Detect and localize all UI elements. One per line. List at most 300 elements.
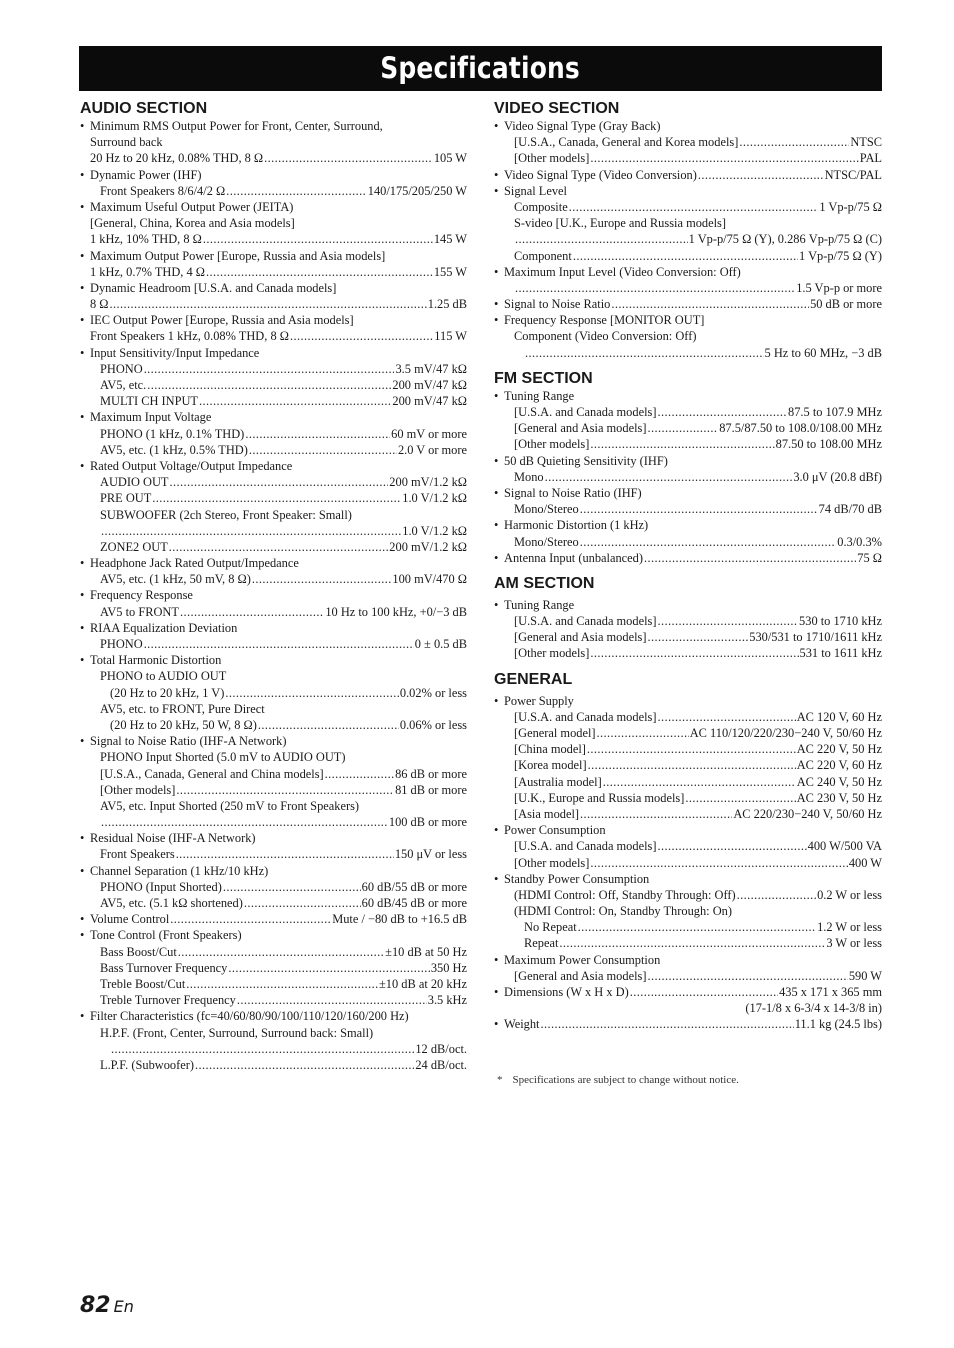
spec-label: [General model] <box>514 726 596 740</box>
spec-row <box>80 328 467 344</box>
spec-label: • Dimensions (W x H x D) <box>504 984 629 1000</box>
leader-dots <box>559 935 825 951</box>
spec-value: 81 dB or more <box>395 782 467 797</box>
spec-item-label: • Dynamic Power (IHF) <box>90 167 202 183</box>
spec-label: PRE OUT <box>100 491 152 506</box>
spec-label: • Signal to Noise Ratio <box>504 296 610 312</box>
leader-dots <box>580 501 818 517</box>
spec-label: [General and Asia models] <box>514 421 647 436</box>
spec-label: AV5, etc. <box>100 378 147 392</box>
leader-dots <box>195 1057 414 1073</box>
spec-row <box>494 968 882 984</box>
spec-label: [Other models] <box>100 782 176 797</box>
spec-value: 12 dB/oct. <box>415 1041 467 1056</box>
section-heading: AUDIO SECTION <box>80 100 208 117</box>
spec-item-label: • Tone Control (Front Speakers) <box>90 927 242 943</box>
spec-value-continuation <box>494 1000 882 1016</box>
spec-subtext <box>80 668 467 684</box>
footnote-mark: * <box>497 1074 503 1086</box>
spec-label: [U.K., Europe and Russia models] <box>514 790 685 805</box>
leader-dots <box>657 613 798 629</box>
spec-item-heading <box>494 388 882 404</box>
spec-subtext-label: SUBWOOFER (2ch Stereo, Front Speaker: Small) <box>100 507 352 522</box>
spec-label: [Other models] <box>514 437 590 452</box>
leader-dots <box>657 838 806 854</box>
spec-row <box>80 992 467 1008</box>
spec-value: 5 Hz to 60 MHz, −3 dB <box>764 345 882 360</box>
leader-dots <box>515 231 688 247</box>
spec-label: [Korea model] <box>514 758 587 773</box>
spec-row <box>494 790 882 806</box>
spec-label: [U.S.A. and Canada models] <box>514 405 657 419</box>
spec-subtext <box>80 215 467 231</box>
spec-label: [Asia model] <box>514 806 580 821</box>
spec-row <box>494 1016 882 1032</box>
spec-label: MULTI CH INPUT <box>100 394 198 409</box>
leader-dots <box>580 534 837 550</box>
spec-value: AC 220 V, 50 Hz <box>796 742 882 757</box>
spec-row <box>80 782 467 798</box>
spec-label: Front Speakers <box>100 847 175 862</box>
spec-value: 400 W <box>848 855 882 870</box>
spec-row <box>80 490 467 506</box>
spec-item-label: • Maximum Power Consumption <box>504 952 660 968</box>
spec-value: AC 110/120/220/230−240 V, 50/60 Hz <box>689 726 882 740</box>
leader-dots <box>245 426 390 442</box>
spec-row <box>494 887 882 903</box>
spec-item-label: • Headphone Jack Rated Output/Impedance <box>90 555 299 571</box>
spec-row <box>80 960 467 976</box>
leader-dots <box>199 393 391 409</box>
spec-item-heading <box>494 871 882 887</box>
spec-item-heading <box>80 1008 467 1024</box>
leader-dots <box>170 911 331 927</box>
leader-dots <box>225 685 399 701</box>
spec-item-heading <box>80 652 467 668</box>
spec-item-label: • IEC Output Power [Europe, Russia and Asia models] <box>90 312 354 328</box>
spec-row <box>80 183 467 199</box>
spec-row <box>80 426 467 442</box>
spec-value: 0.02% or less <box>399 685 467 700</box>
spec-item-label: • Standby Power Consumption <box>504 871 649 887</box>
leader-dots <box>186 976 378 992</box>
spec-item-label: • 50 dB Quieting Sensitivity (IHF) <box>504 453 668 469</box>
leader-dots <box>545 469 793 485</box>
spec-value: 150 μV or less <box>394 847 467 862</box>
spec-item-label: • Total Harmonic Distortion <box>90 652 221 668</box>
leader-dots <box>578 919 816 935</box>
spec-value: 87.5 to 107.9 MHz <box>788 405 882 419</box>
spec-value: 200 mV/1.2 kΩ <box>389 539 467 554</box>
spec-label: Front Speakers 1 kHz, 0.08% THD, 8 Ω <box>90 329 289 344</box>
spec-label: Component <box>514 248 572 263</box>
spec-value: 87.50 to 108.00 MHz <box>775 437 882 452</box>
spec-subtext-label: (HDMI Control: On, Standby Through: On) <box>514 904 732 919</box>
leader-dots <box>657 404 787 420</box>
spec-label: [U.S.A. and Canada models] <box>514 614 657 629</box>
spec-value: PAL <box>859 151 882 166</box>
spec-subtext-label: AV5, etc. Input Shorted (250 mV to Front Speakers) <box>100 798 360 813</box>
spec-value: 350 Hz <box>430 960 467 975</box>
audio-spec-column <box>80 99 467 1073</box>
spec-label: • Video Signal Type (Video Conversion) <box>504 167 697 183</box>
spec-row <box>80 539 467 555</box>
spec-row <box>80 846 467 862</box>
spec-label: AV5 to FRONT <box>100 604 179 619</box>
spec-row <box>80 523 467 539</box>
spec-value: 11.1 kg (24.5 lbs) <box>794 1017 882 1032</box>
leader-dots <box>176 782 394 798</box>
spec-label: PHONO (Input Shorted) <box>100 879 222 894</box>
leader-dots <box>739 134 849 150</box>
spec-item-heading <box>80 620 467 636</box>
spec-subtext <box>80 134 467 150</box>
spec-item-label: • Minimum RMS Output Power for Front, Center, Surround, <box>90 118 383 134</box>
spec-row <box>494 420 882 436</box>
spec-value: ±10 dB at 50 Hz <box>385 944 467 959</box>
footnote-text: Specifications are subject to change without notice. <box>512 1074 739 1086</box>
spec-subtext <box>80 701 467 717</box>
leader-dots <box>258 717 399 733</box>
spec-value: 0 ± 0.5 dB <box>414 637 467 651</box>
spec-value: 100 dB or more <box>388 815 467 830</box>
spec-value: 0.2 W or less <box>817 887 882 902</box>
spec-item-label: • Signal Level <box>504 183 567 199</box>
spec-value: 60 dB/45 dB or more <box>361 896 467 910</box>
section-heading: GENERAL <box>494 670 573 688</box>
leader-dots <box>540 1016 793 1032</box>
spec-row <box>80 1041 467 1057</box>
spec-label: [Other models] <box>514 646 590 661</box>
leader-dots <box>590 436 774 452</box>
spec-row <box>494 345 882 361</box>
spec-row <box>80 879 467 895</box>
spec-row <box>494 248 882 264</box>
leader-dots <box>685 790 795 806</box>
leader-dots <box>144 361 395 377</box>
spec-item-heading <box>494 597 882 613</box>
leader-dots <box>573 248 798 264</box>
spec-row <box>80 361 467 377</box>
spec-item-label: • Signal to Noise Ratio (IHF) <box>504 485 642 501</box>
leader-dots <box>178 944 384 960</box>
leader-dots <box>647 420 718 436</box>
spec-row <box>80 393 467 409</box>
spec-item-heading <box>80 280 467 296</box>
spec-label: • Volume Control <box>90 911 169 927</box>
spec-label: 20 Hz to 20 kHz, 0.08% THD, 8 Ω <box>90 151 264 166</box>
spec-value: 115 W <box>434 329 467 344</box>
leader-dots <box>228 960 430 976</box>
spec-value: AC 120 V, 60 Hz <box>796 709 882 724</box>
spec-value: 105 W <box>433 151 467 166</box>
spec-value: 3.5 kHz <box>427 993 467 1008</box>
spec-item-label: • Filter Characteristics (fc=40/60/80/90/100/110/120/160/200 Hz) <box>90 1008 409 1024</box>
spec-value: AC 240 V, 50 Hz <box>796 774 882 789</box>
spec-row <box>80 636 467 652</box>
spec-value: 60 mV or more <box>391 426 467 441</box>
page-number <box>80 1293 134 1318</box>
spec-value: 10 Hz to 100 kHz, +0/−3 dB <box>325 604 467 619</box>
spec-item-label: • Frequency Response [MONITOR OUT] <box>504 312 704 328</box>
spec-item-label: • Tuning Range <box>504 388 574 404</box>
leader-dots <box>101 814 388 830</box>
leader-dots <box>144 636 414 652</box>
spec-label: [U.S.A. and Canada models] <box>514 839 657 854</box>
spec-row <box>494 629 882 645</box>
spec-item-heading <box>80 863 467 879</box>
spec-row <box>80 231 467 247</box>
video-fm-am-general-spec-column <box>494 99 882 1033</box>
spec-value: 531 to 1611 kHz <box>799 646 882 661</box>
spec-row <box>494 469 882 485</box>
spec-value: 3.5 mV/47 kΩ <box>395 361 467 376</box>
spec-label: AV5, etc. (1 kHz, 0.5% THD) <box>100 442 248 457</box>
spec-value: 145 W <box>433 232 467 247</box>
leader-dots <box>590 645 798 661</box>
spec-subtext-label: Surround back <box>90 135 163 150</box>
spec-item-label: • Frequency Response <box>90 587 193 603</box>
spec-item-heading <box>494 118 882 134</box>
spec-value: Mute / −80 dB to +16.5 dB <box>332 912 467 927</box>
spec-label: AUDIO OUT <box>100 475 169 490</box>
spec-item-heading <box>494 693 882 709</box>
spec-value: 200 mV/47 kΩ <box>392 394 467 409</box>
spec-value: 435 x 171 x 365 mm <box>779 985 882 999</box>
spec-row <box>494 838 882 854</box>
spec-label: (HDMI Control: Off, Standby Through: Off) <box>514 887 736 902</box>
spec-label: Mono <box>514 469 544 484</box>
spec-label: PHONO (1 kHz, 0.1% THD) <box>100 426 245 441</box>
leader-dots <box>657 709 795 725</box>
spec-item-label: • Harmonic Distortion (1 kHz) <box>504 517 648 533</box>
leader-dots <box>587 741 796 757</box>
spec-item-heading <box>80 458 467 474</box>
spec-item-label: • Maximum Output Power [Europe, Russia and Asia models] <box>90 248 385 264</box>
leader-dots <box>111 1041 414 1057</box>
spec-row <box>80 944 467 960</box>
spec-label: Mono/Stereo <box>514 502 579 517</box>
spec-subtext <box>80 749 467 765</box>
spec-subtext-label: PHONO Input Shorted (5.0 mV to AUDIO OUT) <box>100 750 346 765</box>
spec-row <box>80 766 467 782</box>
spec-row <box>494 806 882 822</box>
spec-row <box>494 550 882 566</box>
spec-subtext <box>494 215 882 231</box>
spec-row <box>494 757 882 773</box>
spec-row <box>80 814 467 830</box>
spec-label: AV5, etc. (5.1 kΩ shortened) <box>100 896 243 910</box>
page-number-value: 82 <box>80 1293 111 1318</box>
spec-row <box>80 895 467 911</box>
spec-row <box>494 296 882 312</box>
spec-item-heading <box>80 555 467 571</box>
spec-row <box>80 442 467 458</box>
spec-item-label: • Dynamic Headroom [U.S.A. and Canada models] <box>90 280 336 296</box>
spec-row <box>494 855 882 871</box>
spec-row <box>494 231 882 247</box>
spec-label: 1 kHz, 10% THD, 8 Ω <box>90 232 202 247</box>
spec-label: (20 Hz to 20 kHz, 1 V) <box>110 685 225 700</box>
spec-row <box>494 741 882 757</box>
spec-row <box>80 377 467 393</box>
spec-label: Bass Turnover Frequency <box>100 960 228 975</box>
spec-value: 200 mV/47 kΩ <box>392 378 467 392</box>
spec-value: 60 dB/55 dB or more <box>361 879 467 894</box>
leader-dots <box>630 984 778 1000</box>
spec-item-heading <box>80 248 467 264</box>
spec-row <box>494 919 882 935</box>
spec-value: AC 220/230−240 V, 50/60 Hz <box>733 806 882 821</box>
leader-dots <box>737 887 816 903</box>
spec-value: 1 Vp-p/75 Ω (Y) <box>799 248 882 263</box>
page-title: Specifications <box>380 51 581 85</box>
spec-subtext-label: [General, China, Korea and Asia models] <box>90 216 295 231</box>
spec-row <box>494 280 882 296</box>
spec-value: 87.5/87.50 to 108.0/108.00 MHz <box>719 421 882 436</box>
spec-value: 1.25 dB <box>427 297 467 312</box>
leader-dots <box>180 604 324 620</box>
spec-value: 3.0 μV (20.8 dBf) <box>793 469 882 484</box>
spec-item-label: • Input Sensitivity/Input Impedance <box>90 345 259 361</box>
spec-row <box>494 134 882 150</box>
spec-label: [Other models] <box>514 855 590 870</box>
spec-item-heading <box>494 183 882 199</box>
spec-item-label: • Video Signal Type (Gray Back) <box>504 118 660 134</box>
spec-subtext-label: PHONO to AUDIO OUT <box>100 669 227 684</box>
spec-item-heading <box>80 167 467 183</box>
spec-row <box>494 404 882 420</box>
spec-value: 1 Vp-p/75 Ω <box>819 199 882 214</box>
spec-label: PHONO <box>100 637 143 651</box>
spec-item-heading <box>494 312 882 328</box>
spec-item-heading <box>494 952 882 968</box>
spec-label: Mono/Stereo <box>514 534 579 549</box>
spec-item-heading <box>80 830 467 846</box>
spec-row <box>80 474 467 490</box>
spec-label: PHONO <box>100 361 143 376</box>
spec-label: (20 Hz to 20 kHz, 50 W, 8 Ω) <box>110 717 257 732</box>
leader-dots <box>611 296 809 312</box>
leader-dots <box>203 231 433 247</box>
leader-dots <box>569 199 819 215</box>
spec-value: (17-1/8 x 6-3/4 x 14-3/8 in) <box>745 1001 882 1016</box>
spec-label: Treble Turnover Frequency <box>100 993 236 1008</box>
leader-dots <box>252 571 392 587</box>
leader-dots <box>169 539 389 555</box>
spec-item-heading <box>494 822 882 838</box>
spec-item-label: • Tuning Range <box>504 597 574 613</box>
page-language: En <box>113 1297 134 1316</box>
spec-row <box>494 613 882 629</box>
page-title-banner <box>79 46 882 91</box>
spec-value: 1.0 V/1.2 kΩ <box>402 491 467 506</box>
leader-dots <box>176 846 394 862</box>
leader-dots <box>290 328 433 344</box>
spec-value: 1 Vp-p/75 Ω (Y), 0.286 Vp-p/75 Ω (C) <box>688 232 882 247</box>
spec-value: 1.0 V/1.2 kΩ <box>402 523 467 538</box>
spec-row <box>494 199 882 215</box>
leader-dots <box>525 345 764 361</box>
footnote <box>497 1074 739 1086</box>
spec-value: 200 mV/1.2 kΩ <box>389 475 467 490</box>
spec-row <box>80 150 467 166</box>
spec-item-heading <box>80 345 467 361</box>
spec-row <box>494 150 882 166</box>
leader-dots <box>325 766 394 782</box>
spec-subtext-label: Component (Video Conversion: Off) <box>514 329 697 344</box>
spec-subtext <box>80 798 467 814</box>
leader-dots <box>152 490 401 506</box>
spec-row <box>494 725 882 741</box>
spec-row <box>80 1057 467 1073</box>
spec-item-label: • Residual Noise (IHF-A Network) <box>90 830 256 846</box>
spec-item-label: • Signal to Noise Ratio (IHF-A Network) <box>90 733 287 749</box>
spec-row <box>80 911 467 927</box>
spec-row <box>494 436 882 452</box>
spec-row <box>494 709 882 725</box>
spec-value: 140/175/205/250 W <box>367 183 467 198</box>
spec-value: AC 230 V, 50 Hz <box>796 790 882 805</box>
leader-dots <box>590 855 847 871</box>
spec-label: [Other models] <box>514 151 590 166</box>
spec-label: Repeat <box>524 936 559 951</box>
spec-item-label: • Power Consumption <box>504 822 606 838</box>
spec-item-label: • Power Supply <box>504 693 574 709</box>
spec-row <box>494 167 882 183</box>
leader-dots <box>110 296 427 312</box>
spec-value: 50 dB or more <box>810 297 882 312</box>
spec-label: [China model] <box>514 742 586 757</box>
leader-dots <box>597 725 689 741</box>
spec-value: 86 dB or more <box>395 766 467 781</box>
spec-row <box>80 717 467 733</box>
section-heading: FM SECTION <box>494 369 593 387</box>
spec-subtext <box>80 1025 467 1041</box>
spec-item-heading <box>80 733 467 749</box>
spec-row <box>80 296 467 312</box>
leader-dots <box>264 150 433 166</box>
leader-dots <box>249 442 397 458</box>
spec-label: [General and Asia models] <box>514 968 647 983</box>
spec-item-label: • RIAA Equalization Deviation <box>90 620 237 636</box>
section-heading: VIDEO SECTION <box>494 100 620 117</box>
section-gap <box>494 566 882 574</box>
spec-value: NTSC/PAL <box>824 167 882 182</box>
spec-value: 155 W <box>433 264 467 279</box>
spec-row <box>494 935 882 951</box>
spec-value: ±10 dB at 20 kHz <box>378 976 467 991</box>
spec-value: AC 220 V, 60 Hz <box>796 758 882 773</box>
spec-item-heading <box>80 927 467 943</box>
spec-value: 1.5 Vp-p or more <box>796 280 882 295</box>
spec-label: L.P.F. (Subwoofer) <box>100 1057 194 1072</box>
spec-label: [U.S.A. and Canada models] <box>514 709 657 724</box>
leader-dots <box>515 280 795 296</box>
spec-row <box>80 264 467 280</box>
spec-label: [General and Asia models] <box>514 630 647 645</box>
spec-item-heading <box>494 453 882 469</box>
spec-row <box>80 571 467 587</box>
spec-label: Composite <box>514 199 568 214</box>
spec-item-heading <box>494 264 882 280</box>
leader-dots <box>244 895 361 911</box>
spec-row <box>494 774 882 790</box>
section-heading: AM SECTION <box>494 574 595 592</box>
spec-item-heading <box>494 485 882 501</box>
leader-dots <box>590 150 858 166</box>
leader-dots <box>226 183 367 199</box>
